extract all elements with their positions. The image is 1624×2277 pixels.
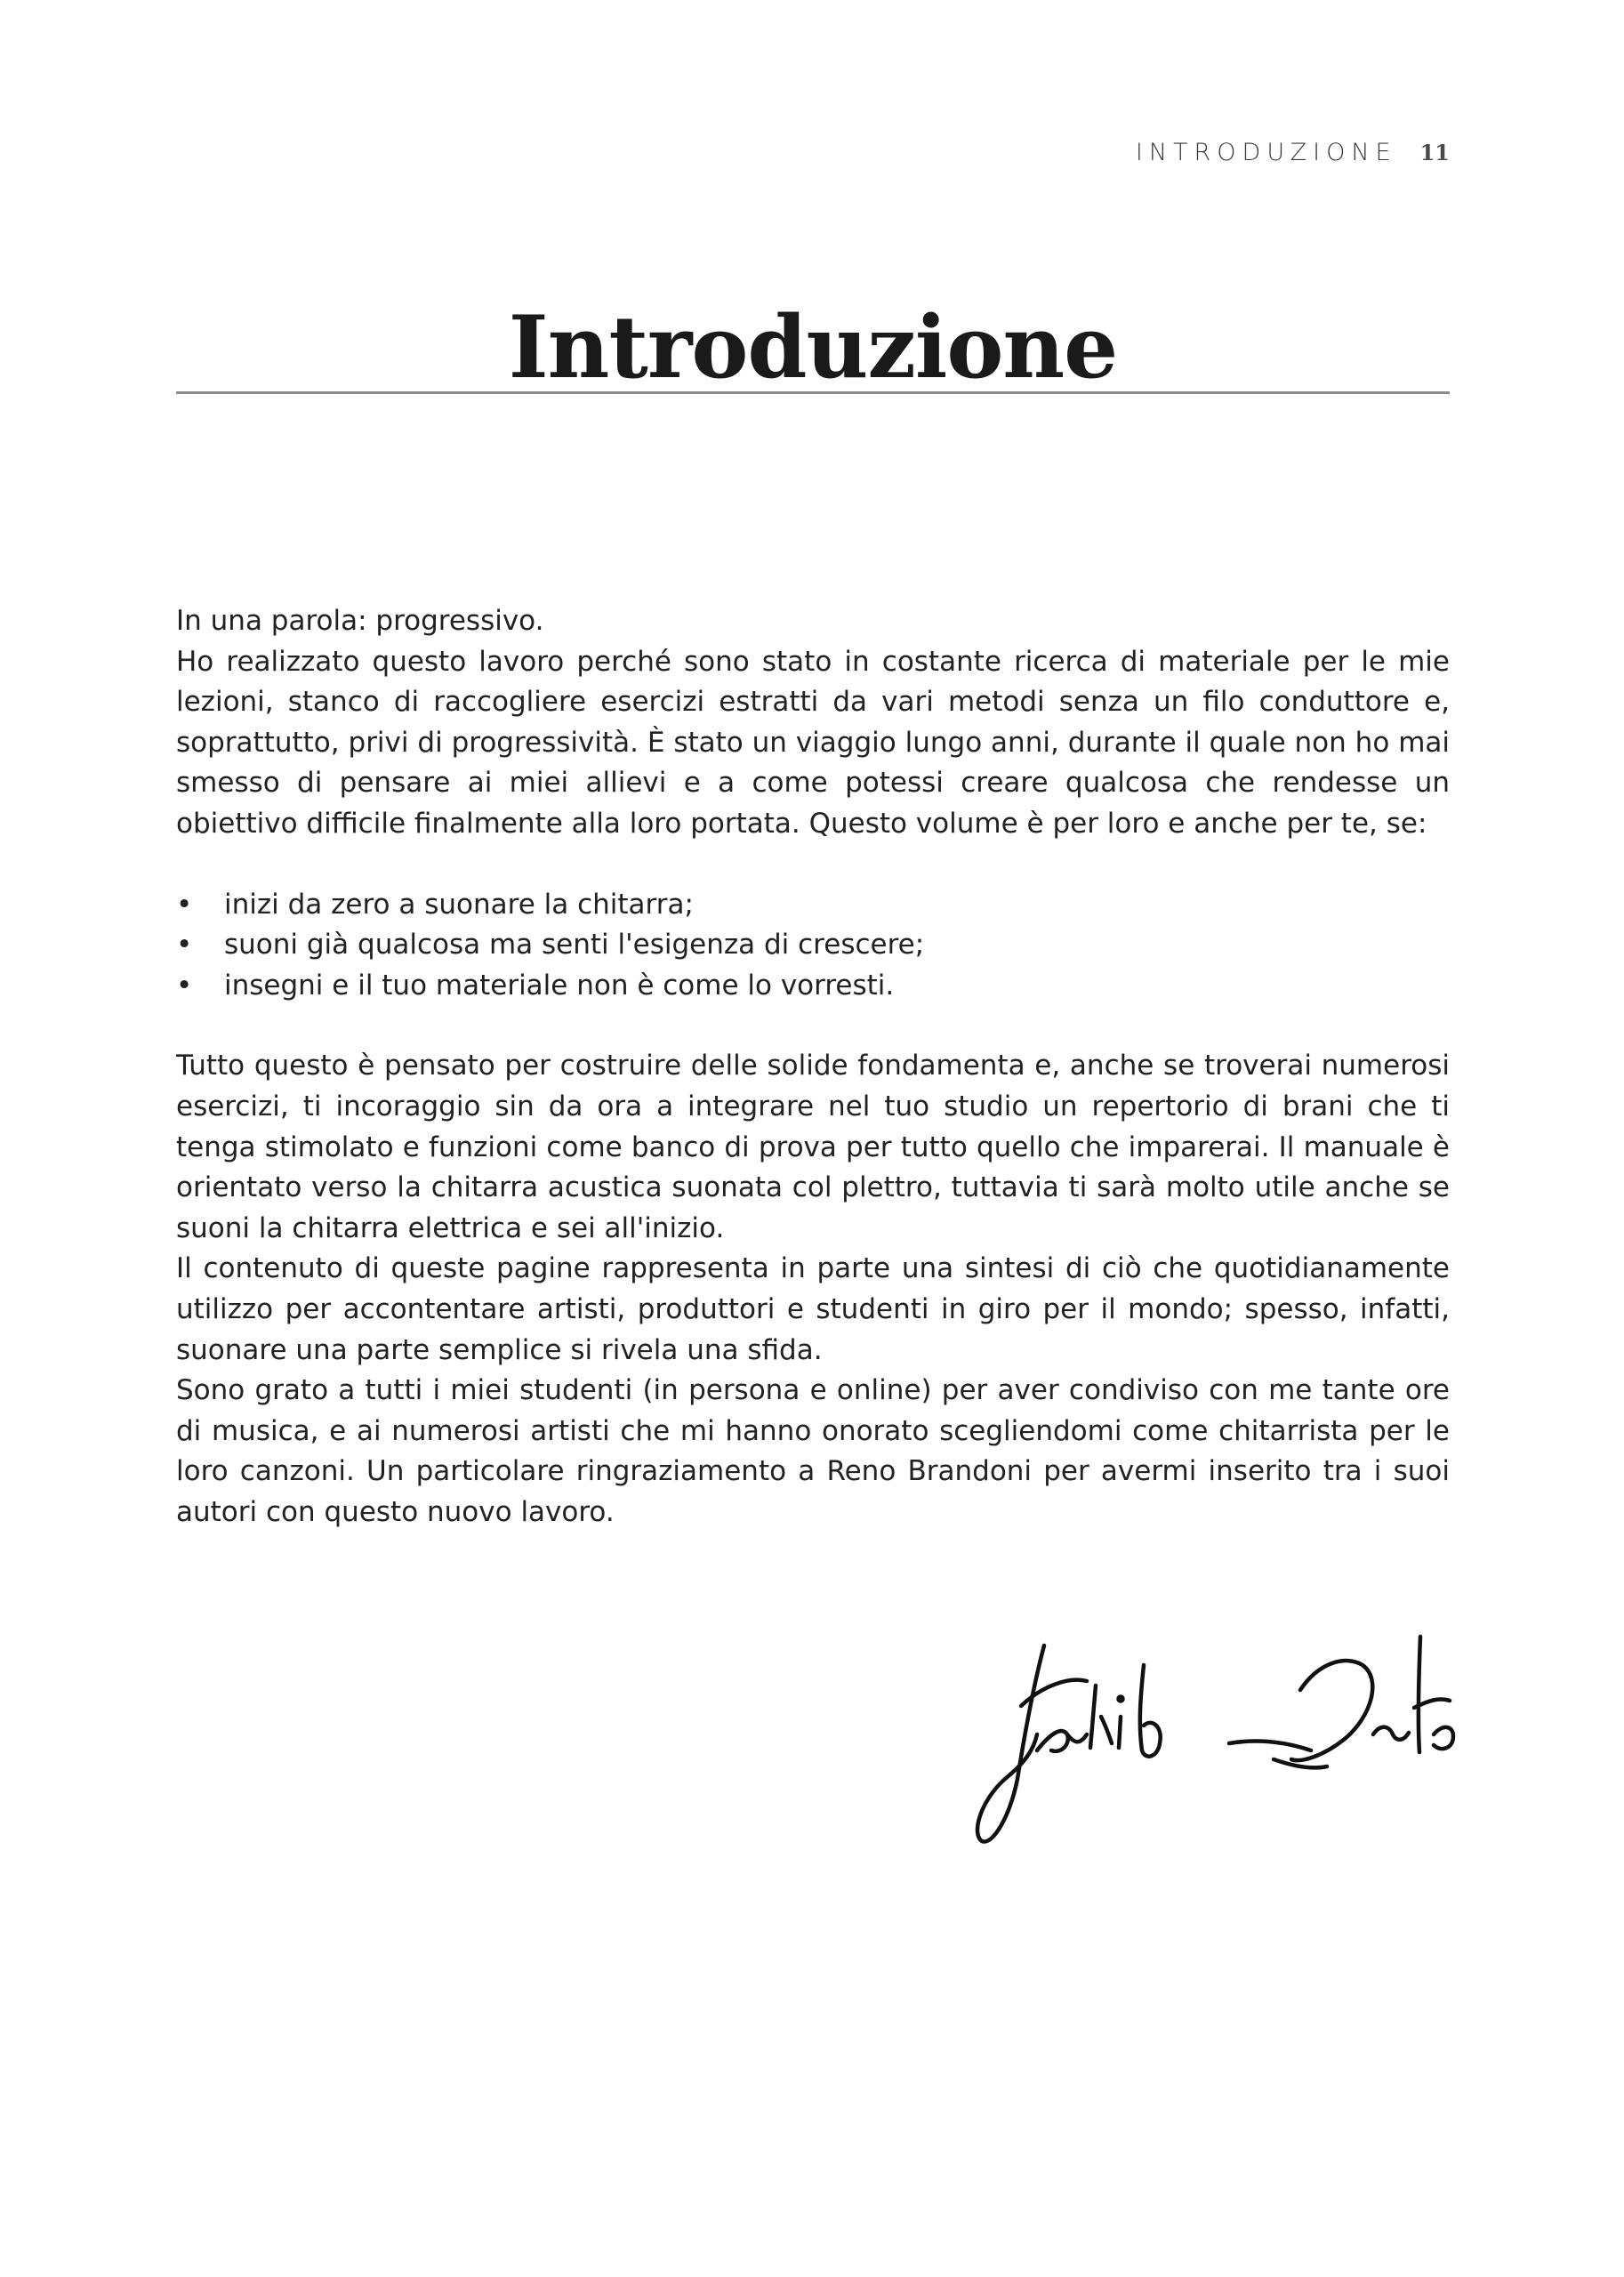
paragraph-4: Sono grato a tutti i miei studenti (in persona e online) per aver condiviso con me tante ore di musica, e ai numerosi artisti che mi hanno onorato scegliendomi come chitarrista per le loro canzoni. Un particolare ringraziamento a Reno Brandoni per avermi inserito tra i suoi autori con questo nuovo lavoro.	[176, 1374, 1450, 1528]
running-header	[1136, 139, 1450, 166]
paragraph-2: Tutto questo è pensato per costruire delle solide fondamenta e, anche se troverai numerosi esercizi, ti incoraggio sin da ora a integrare nel tuo studio un repertorio di brani che ti tenga stimolato e funzioni come banco di prova per tutto quello che imparerai. Il manuale è orientato verso la chitarra acustica suonata col plettro, tuttavia ti sarà molto utile anche se suoni la chitarra elettrica e sei all'inizio.	[176, 1050, 1450, 1244]
title-rule	[176, 391, 1450, 394]
signature-icon	[962, 1601, 1460, 1868]
bullet-icon: •	[176, 969, 193, 1002]
paragraph-gap	[176, 845, 1450, 885]
list-item	[176, 885, 1450, 926]
paragraph-gap	[176, 1006, 1450, 1046]
bullet-icon: •	[176, 888, 193, 921]
bullet-list	[176, 885, 1450, 1007]
running-title: INTRODUZIONE	[1135, 139, 1397, 166]
list-item-text: insegni e il tuo materiale non è come lo vorresti.	[224, 969, 895, 1002]
body-text	[176, 601, 1450, 1533]
page-number: 11	[1419, 140, 1450, 165]
list-item-text: inizi da zero a suonare la chitarra;	[224, 888, 694, 921]
list-item	[176, 925, 1450, 966]
bullet-icon: •	[176, 929, 193, 961]
list-item-text: suoni già qualcosa ma senti l'esigenza di crescere;	[224, 929, 925, 961]
chapter-title: Introduzione	[508, 297, 1118, 398]
paragraph-3: Il contenuto di queste pagine rappresenta in parte una sintesi di ciò che quotidianamente utilizzo per accontentare artisti, produttori e studenti in giro per il mondo; spesso, infatti, suonare una parte semplice si rivela una sfida.	[176, 1252, 1450, 1366]
paragraph-1: Ho realizzato questo lavoro perché sono stato in costante ricerca di materiale per le mie lezioni, stanco di raccogliere esercizi estratti da vari metodi senza un filo conduttore e, soprattutto, privi di progressività. È stato un viaggio lungo anni, durante il quale non ho mai smesso di pensare ai miei allievi e a come potessi creare qualcosa che rendesse un obiettivo difficile finalmente alla loro portata. Questo volume è per loro e anche per te, se:	[176, 645, 1450, 840]
list-item	[176, 966, 1450, 1007]
intro-line: In una parola: progressivo.	[176, 605, 544, 637]
